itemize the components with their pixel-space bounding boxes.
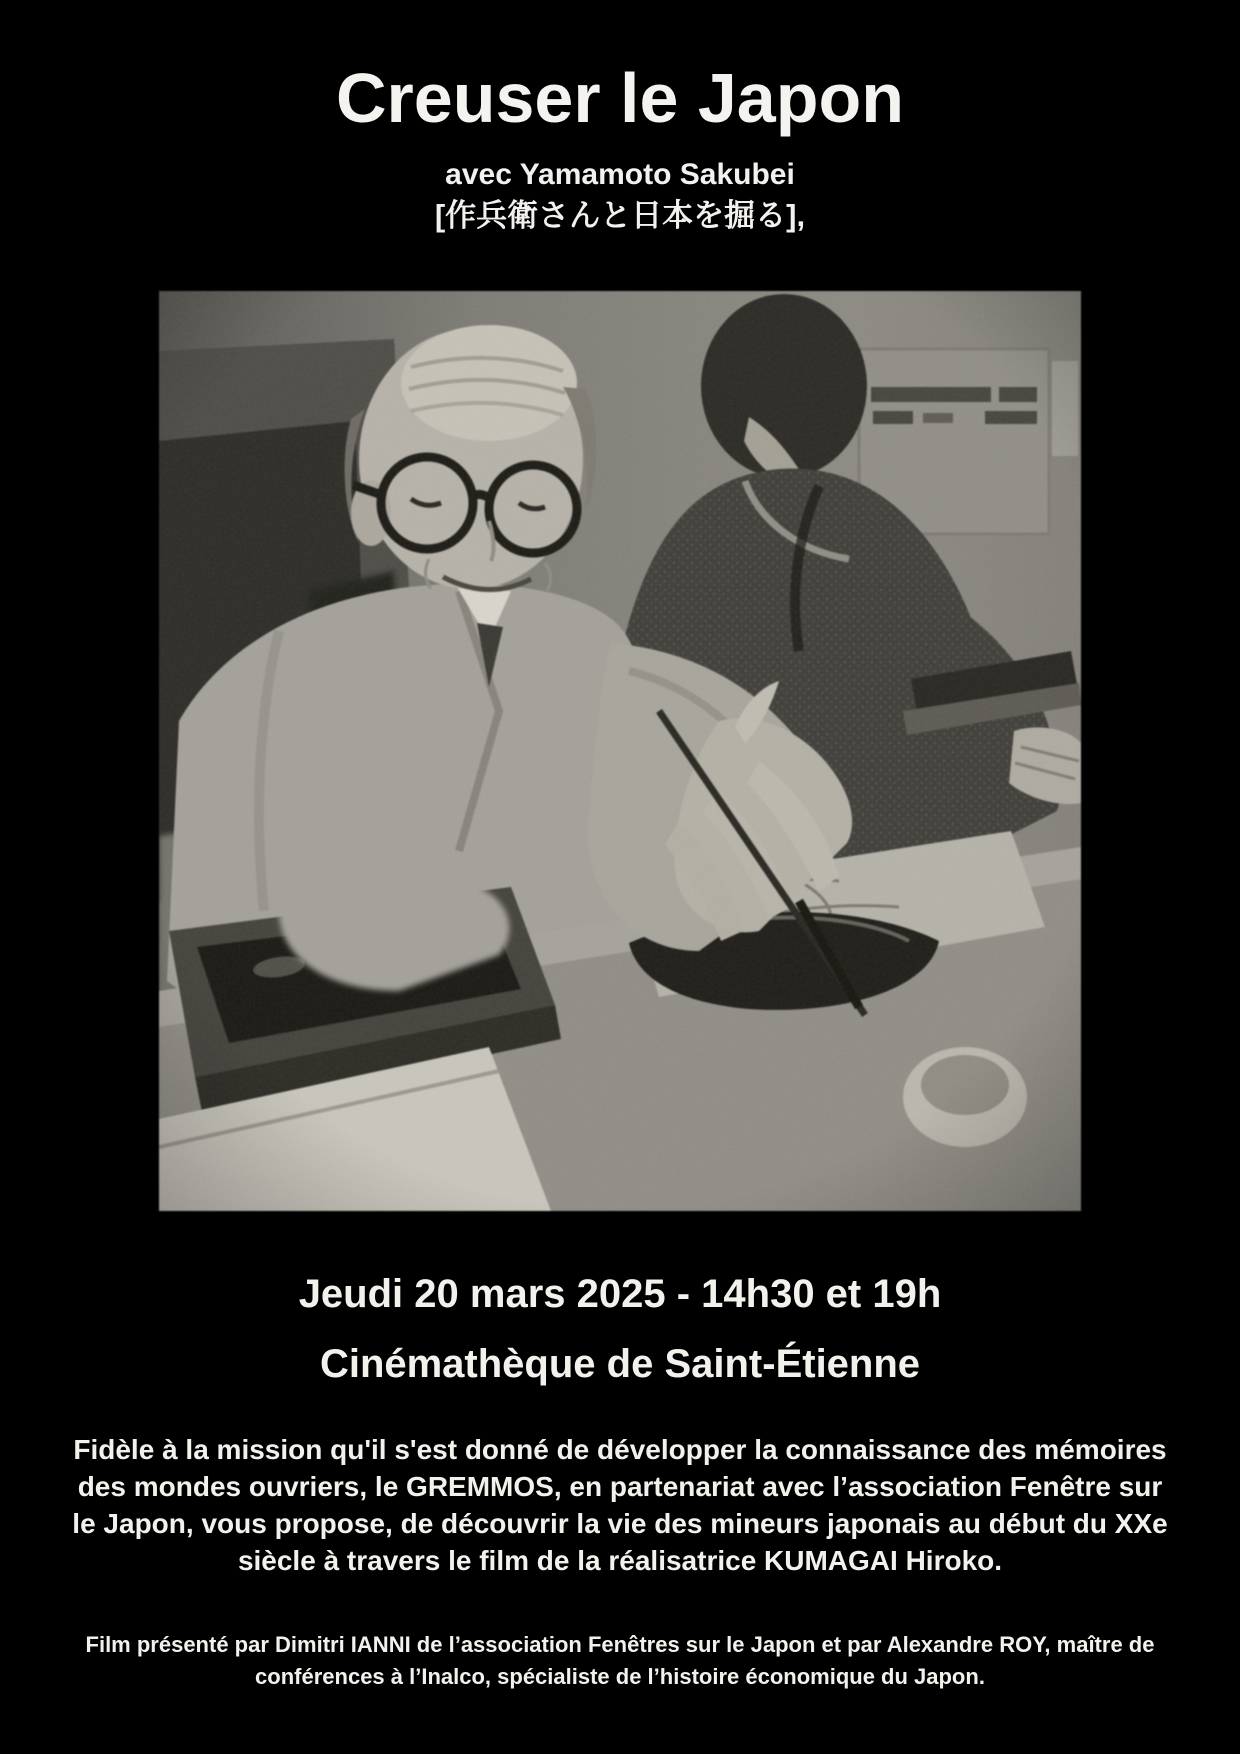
poster-title: Creuser le Japon <box>336 59 904 137</box>
photo-illustration <box>159 291 1081 1211</box>
poster-subtitle-japanese: [作兵衛さんと日本を掘る], <box>434 198 806 233</box>
description-line: siècle à travers le film de la réalisatrice KUMAGAI Hiroko. <box>237 1545 1003 1576</box>
event-date: Jeudi 20 mars 2025 - 14h30 et 19h <box>298 1272 942 1316</box>
event-venue: Cinémathèque de Saint-Étienne <box>319 1342 921 1386</box>
event-credits <box>70 1629 1170 1693</box>
description-line: des mondes ouvriers, le GREMMOS, en partenariat avec l’association Fenêtre sur <box>77 1471 1163 1502</box>
photo <box>159 291 1081 1211</box>
description-line: le Japon, vous propose, de découvrir la vie des mineurs japonais au début du XXe <box>72 1508 1168 1539</box>
credits-line: Film présenté par Dimitri IANNI de l’association Fenêtres sur le Japon et par Alexandre ROY, maître de <box>85 1632 1155 1657</box>
credits-line: conférences à l’Inalco, spécialiste de l’histoire économique du Japon. <box>255 1664 985 1689</box>
event-description <box>50 1431 1190 1579</box>
description-line: Fidèle à la mission qu'il s'est donné de développer la connaissance des mémoires <box>73 1434 1167 1465</box>
poster-subtitle: avec Yamamoto Sakubei <box>445 158 795 191</box>
